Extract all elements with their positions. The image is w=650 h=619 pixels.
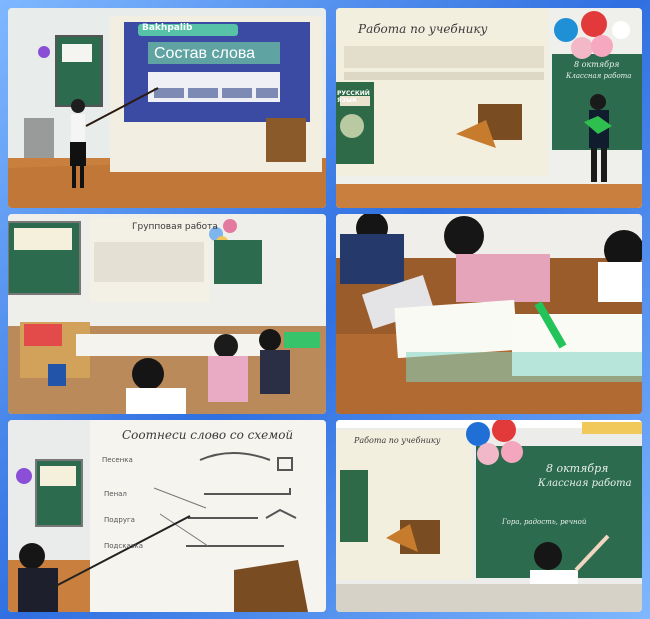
word-2: Пенал [104,490,127,498]
photo-tile-students-writing [336,214,642,414]
slide-title: Соотнеси слово со схемой [122,428,294,442]
slide-title: Работа по учебнику [354,436,441,445]
photo-tile-composition-of-word [8,8,326,208]
board-date: 8 октября [574,60,620,69]
slide-title: Групповая работа [132,222,218,232]
photo-tile-textbook-work [336,8,642,208]
slide-banner: Bakhpalib [142,23,193,33]
photo-tile-match-word-scheme [8,420,326,612]
textbook-cover-label: РУССКИЙ ЯЗЫК [337,90,370,104]
slide-title: Работа по учебнику [358,22,488,36]
photo-tile-board-writing [336,420,642,612]
board-subtitle: Классная работа [566,72,632,80]
board-subtitle: Классная работа [538,478,632,489]
photo-tile-group-work [8,214,326,414]
word-3: Подруга [104,516,135,524]
slide-title: Состав слова [154,45,256,62]
photo-scene-4 [336,214,642,414]
word-4: Подсказка [104,542,143,550]
photo-scene-2 [336,8,642,208]
photo-scene-1 [8,8,326,208]
word-1: Песенка [102,456,133,464]
photo-scene-5 [8,420,326,612]
board-date: 8 октября [546,462,609,475]
board-words: Гора, радость, речной [502,518,587,526]
photo-scene-6 [336,420,642,612]
photo-scene-3 [8,214,326,414]
